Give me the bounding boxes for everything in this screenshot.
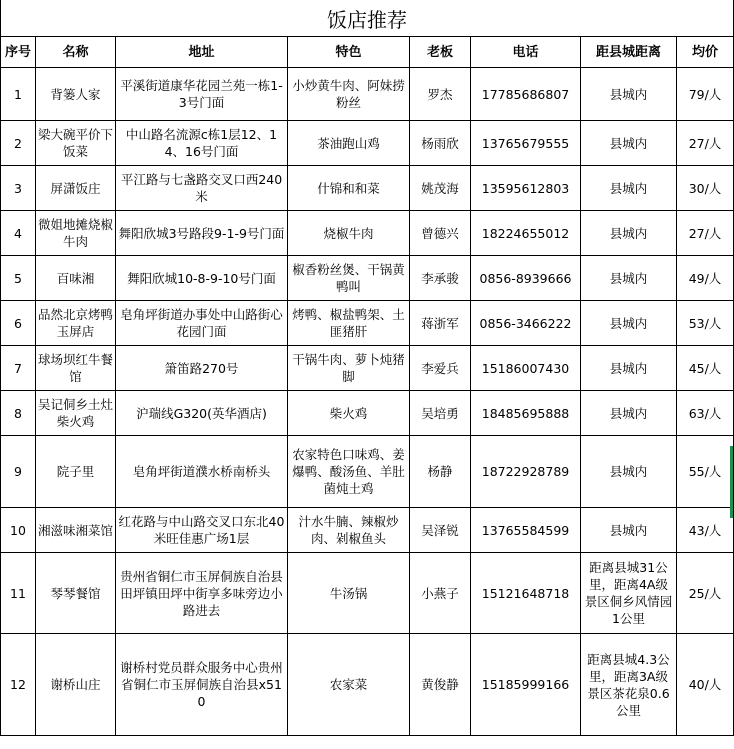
cell-distance: 县城内 — [581, 121, 677, 166]
cell-feature: 农家菜 — [288, 634, 410, 736]
cell-feature: 农家特色口味鸡、姜爆鸭、酸汤鱼、羊肚菌炖土鸡 — [288, 436, 410, 508]
cell-name: 品然北京烤鸭玉屏店 — [36, 301, 116, 346]
cell-phone: 18485695888 — [471, 391, 581, 436]
cell-price: 45/人 — [677, 346, 734, 391]
cell-no: 5 — [1, 256, 36, 301]
cell-phone: 18224655012 — [471, 211, 581, 256]
cell-boss: 杨雨欣 — [410, 121, 471, 166]
table-row — [1, 121, 734, 166]
table-row — [1, 436, 734, 508]
cell-phone: 15121648718 — [471, 553, 581, 634]
restaurant-table — [0, 36, 734, 736]
cell-address: 贵州省铜仁市玉屏侗族自治县田坪镇田坪中街享多味旁边小路进去 — [116, 553, 288, 634]
cell-address: 舞阳欣城3号路段9-1-9号门面 — [116, 211, 288, 256]
cell-feature: 椒香粉丝煲、干锅黄鸭叫 — [288, 256, 410, 301]
cell-phone: 15186007430 — [471, 346, 581, 391]
cell-boss: 小燕子 — [410, 553, 471, 634]
header-boss: 老板 — [410, 37, 471, 68]
cell-distance: 县城内 — [581, 211, 677, 256]
cell-no: 4 — [1, 211, 36, 256]
cell-no: 8 — [1, 391, 36, 436]
table-row — [1, 68, 734, 121]
cell-distance: 县城内 — [581, 256, 677, 301]
cell-boss: 蒋浙军 — [410, 301, 471, 346]
cell-name: 百味湘 — [36, 256, 116, 301]
cell-feature: 小炒黄牛肉、阿妹捞粉丝 — [288, 68, 410, 121]
header-no: 序号 — [1, 37, 36, 68]
cell-price: 53/人 — [677, 301, 734, 346]
cell-feature: 烤鸭、椒盐鸭架、土匪猪肝 — [288, 301, 410, 346]
cell-price: 25/人 — [677, 553, 734, 634]
cell-boss: 吴培勇 — [410, 391, 471, 436]
cell-boss: 罗杰 — [410, 68, 471, 121]
cell-name: 琴琴餐馆 — [36, 553, 116, 634]
cell-name: 背篓人家 — [36, 68, 116, 121]
cell-no: 2 — [1, 121, 36, 166]
cell-phone: 15185999166 — [471, 634, 581, 736]
cell-distance: 县城内 — [581, 391, 677, 436]
cell-address: 皂角坪街道办事处中山路街心花园门面 — [116, 301, 288, 346]
cell-name: 湘滋味湘菜馆 — [36, 508, 116, 553]
cell-feature: 汁水牛腩、辣椒炒肉、剁椒鱼头 — [288, 508, 410, 553]
header-name: 名称 — [36, 37, 116, 68]
cell-name: 院子里 — [36, 436, 116, 508]
cell-feature: 牛汤锅 — [288, 553, 410, 634]
cell-name: 梁大碗平价下饭菜 — [36, 121, 116, 166]
cell-feature: 柴火鸡 — [288, 391, 410, 436]
cell-phone: 13595612803 — [471, 166, 581, 211]
header-price: 均价 — [677, 37, 734, 68]
cell-address: 中山路名流源c栋1层12、14、16号门面 — [116, 121, 288, 166]
cell-distance: 距离县城4.3公里，距离3A级景区茶花泉0.6公里 — [581, 634, 677, 736]
cell-distance: 县城内 — [581, 436, 677, 508]
cell-phone: 0856-3466222 — [471, 301, 581, 346]
header-row — [1, 37, 734, 68]
cell-name: 谢桥山庄 — [36, 634, 116, 736]
table-row — [1, 301, 734, 346]
cell-address: 平溪街道康华花园兰苑一栋1-3号门面 — [116, 68, 288, 121]
cell-price: 43/人 — [677, 508, 734, 553]
cell-boss: 吴泽锐 — [410, 508, 471, 553]
cell-no: 6 — [1, 301, 36, 346]
cell-address: 谢桥村党员群众服务中心贵州省铜仁市玉屏侗族自治县x510 — [116, 634, 288, 736]
header-feature: 特色 — [288, 37, 410, 68]
cell-address: 皂角坪街道濮水桥南桥头 — [116, 436, 288, 508]
cell-no: 1 — [1, 68, 36, 121]
cell-no: 9 — [1, 436, 36, 508]
cell-address: 舞阳欣城10-8-9-10号门面 — [116, 256, 288, 301]
cell-price: 27/人 — [677, 121, 734, 166]
cell-address: 平江路与七盏路交叉口西240米 — [116, 166, 288, 211]
cell-address: 红花路与中山路交叉口东北40米旺佳惠广场1层 — [116, 508, 288, 553]
cell-price: 55/人 — [677, 436, 734, 508]
cell-phone: 18722928789 — [471, 436, 581, 508]
cell-boss: 姚茂海 — [410, 166, 471, 211]
cell-boss: 黄俊静 — [410, 634, 471, 736]
cell-no: 7 — [1, 346, 36, 391]
cell-name: 吴记侗乡土灶柴火鸡 — [36, 391, 116, 436]
table-row — [1, 256, 734, 301]
cell-name: 微姐地摊烧椒牛肉 — [36, 211, 116, 256]
cell-no: 10 — [1, 508, 36, 553]
cell-boss: 李爱兵 — [410, 346, 471, 391]
cell-price: 79/人 — [677, 68, 734, 121]
cell-distance: 县城内 — [581, 166, 677, 211]
cell-price: 27/人 — [677, 211, 734, 256]
table-row — [1, 508, 734, 553]
cell-distance: 县城内 — [581, 68, 677, 121]
cell-no: 11 — [1, 553, 36, 634]
cell-distance: 县城内 — [581, 346, 677, 391]
header-phone: 电话 — [471, 37, 581, 68]
header-distance: 距县城距离 — [581, 37, 677, 68]
sheet-title: 饭店推荐 — [0, 0, 734, 36]
cell-boss: 杨静 — [410, 436, 471, 508]
cell-phone: 0856-8939666 — [471, 256, 581, 301]
cell-price: 30/人 — [677, 166, 734, 211]
table-row — [1, 553, 734, 634]
cell-name: 球场坝红牛餐馆 — [36, 346, 116, 391]
cell-feature: 茶油跑山鸡 — [288, 121, 410, 166]
cell-boss: 曾德兴 — [410, 211, 471, 256]
table-row — [1, 166, 734, 211]
cell-boss: 李承骏 — [410, 256, 471, 301]
cell-address: 沪瑞线G320(英华酒店) — [116, 391, 288, 436]
cell-feature: 烧椒牛肉 — [288, 211, 410, 256]
cell-price: 49/人 — [677, 256, 734, 301]
cell-feature: 干锅牛肉、萝卜炖猪脚 — [288, 346, 410, 391]
selection-edge-marker — [730, 446, 733, 518]
cell-no: 3 — [1, 166, 36, 211]
cell-distance: 距离县城31公里，距离4A级景区侗乡风情园1公里 — [581, 553, 677, 634]
cell-distance: 县城内 — [581, 301, 677, 346]
cell-phone: 13765584599 — [471, 508, 581, 553]
cell-no: 12 — [1, 634, 36, 736]
table-row — [1, 211, 734, 256]
cell-feature: 什锦和和菜 — [288, 166, 410, 211]
table-row — [1, 634, 734, 736]
cell-address: 箫笛路270号 — [116, 346, 288, 391]
cell-distance: 县城内 — [581, 508, 677, 553]
table-row — [1, 391, 734, 436]
cell-phone: 17785686807 — [471, 68, 581, 121]
cell-phone: 13765679555 — [471, 121, 581, 166]
cell-price: 40/人 — [677, 634, 734, 736]
cell-name: 屏潇饭庄 — [36, 166, 116, 211]
table-row — [1, 346, 734, 391]
cell-price: 63/人 — [677, 391, 734, 436]
header-address: 地址 — [116, 37, 288, 68]
